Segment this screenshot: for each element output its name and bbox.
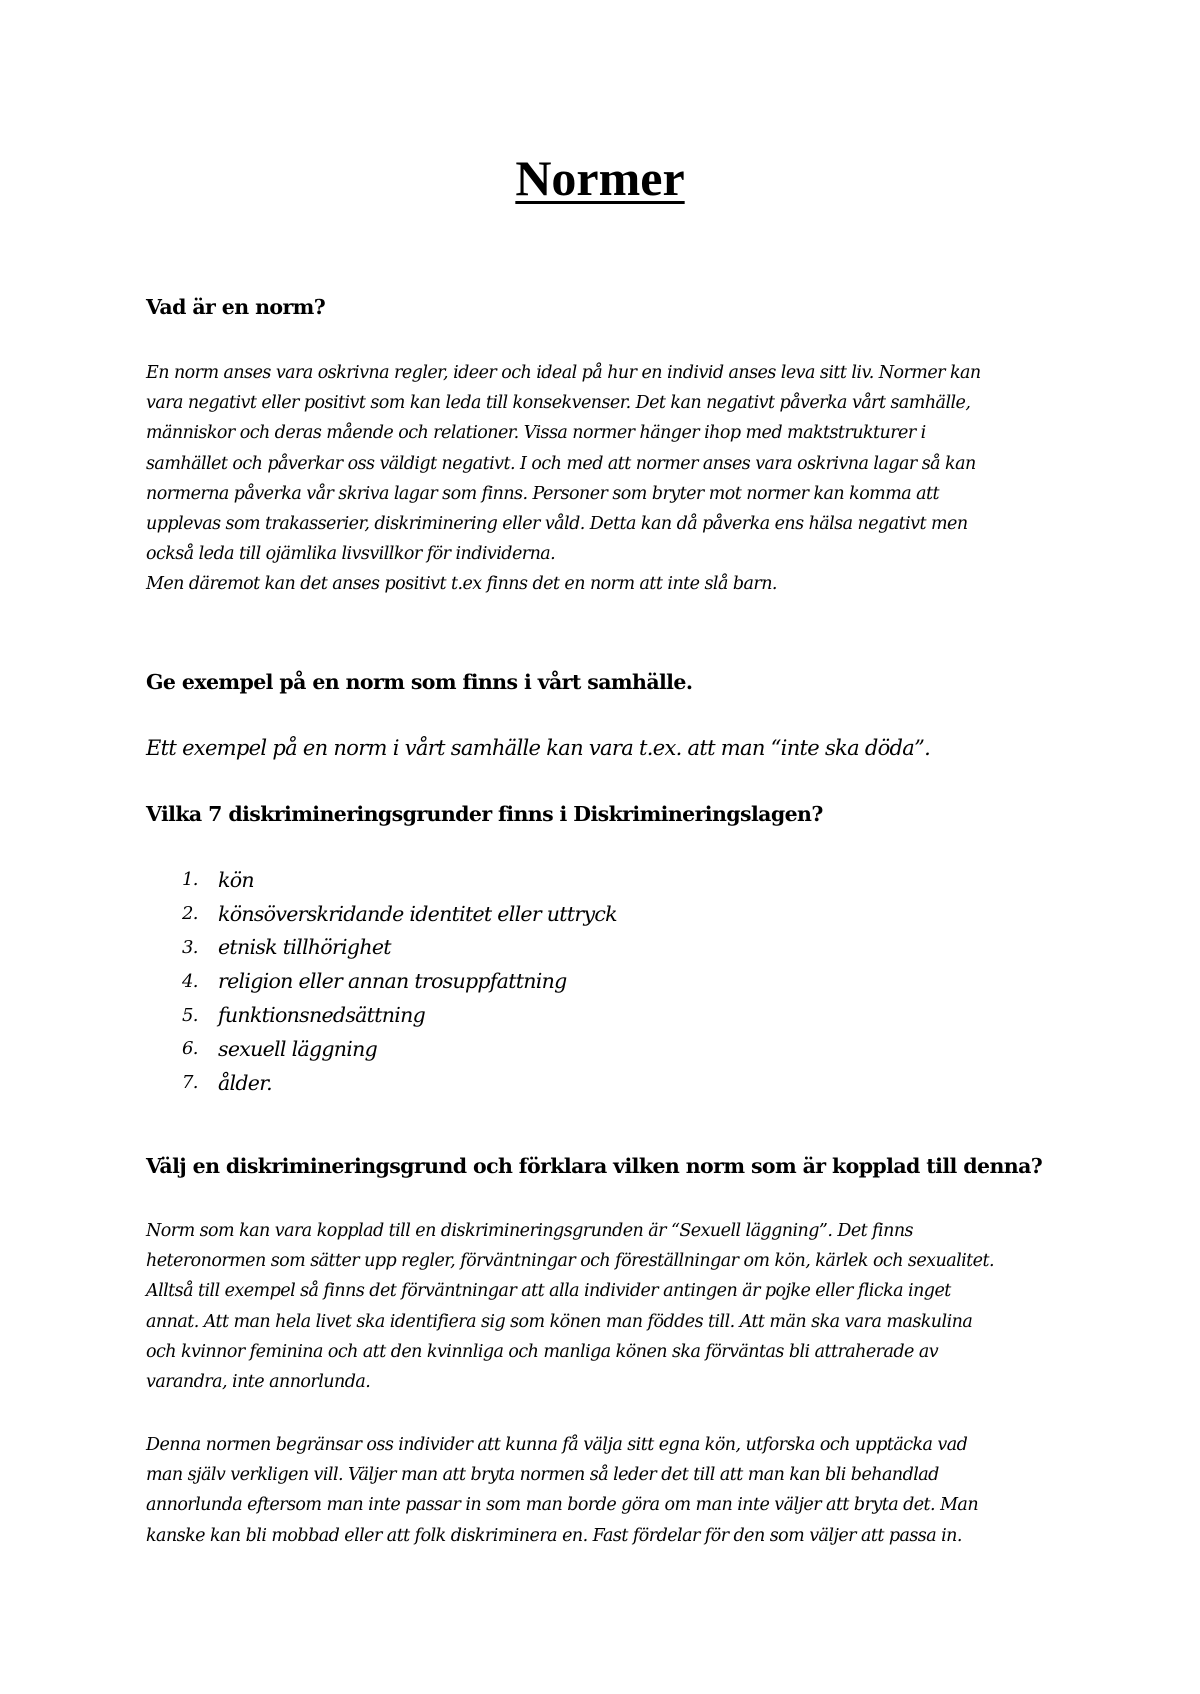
list-item-text: religion eller annan trosuppfattning bbox=[218, 969, 567, 994]
list-item-text: ålder. bbox=[218, 1070, 272, 1095]
section-paragraph-explain-norm-1 bbox=[146, 1216, 1076, 1397]
paragraph-line: Norm som kan vara kopplad till en diskrimineringsgrunden är “Sexuell läggning”. Det finns bbox=[146, 1221, 913, 1241]
paragraph-line: människor och deras mående och relationer. Vissa normer hänger ihop med maktstrukturer i bbox=[146, 423, 926, 444]
section-heading-discrimination-grounds: Vilka 7 diskrimineringsgrunder finns i Diskrimineringslagen? bbox=[146, 802, 823, 826]
paragraph-line: En norm anses vara oskrivna regler, ideer och ideal på hur en individ anses leva sitt liv. Normer kan bbox=[146, 363, 981, 383]
page-title: Normer bbox=[515, 150, 685, 206]
list-item-text: könsöverskridande identitet eller uttryck bbox=[218, 901, 617, 926]
paragraph-line: man själv verkligen vill. Väljer man att bryta normen så leder det till att man kan bli behandlad bbox=[146, 1465, 939, 1486]
list-item-text: funktionsnedsättning bbox=[218, 1003, 426, 1028]
paragraph-line: varandra, inte annorlunda. bbox=[146, 1372, 371, 1393]
section-answer-norm-example: Ett exempel på en norm i vårt samhälle kan vara t.ex. att man “inte ska döda”. bbox=[146, 736, 931, 760]
paragraph-line: Men däremot kan det anses positivt t.ex finns det en norm att inte slå barn. bbox=[146, 574, 777, 595]
paragraph-line: Denna normen begränsar oss individer att kunna få välja sitt egna kön, utforska och upptäcka vad bbox=[146, 1435, 968, 1455]
paragraph-line: heteronormen som sätter upp regler, förväntningar och föreställningar om kön, kärlek och sexualitet. bbox=[146, 1251, 994, 1272]
list-item bbox=[146, 897, 846, 931]
section-heading-what-is-norm: Vad är en norm? bbox=[146, 295, 326, 319]
paragraph-line: normerna påverka vår skriva lagar som finns. Personer som bryter mot normer kan komma att bbox=[146, 483, 940, 504]
list-item bbox=[146, 931, 846, 965]
paragraph-line: annat. Att man hela livet ska identifiera sig som könen man föddes till. Att män ska vara maskulina bbox=[146, 1311, 973, 1332]
list-item-number: 7. bbox=[182, 1072, 198, 1094]
discrimination-grounds-list bbox=[146, 863, 846, 1100]
section-heading-explain-norm: Välj en diskrimineringsgrund och förklara vilken norm som är kopplad till denna? bbox=[146, 1154, 1043, 1178]
list-item-text: kön bbox=[218, 867, 254, 892]
section-heading-norm-example: Ge exempel på en norm som finns i vårt samhälle. bbox=[146, 670, 693, 694]
list-item bbox=[146, 863, 846, 897]
paragraph-line: vara negativt eller positivt som kan leda till konsekvenser. Det kan negativt påverka vårt samhälle, bbox=[146, 393, 971, 414]
paragraph-line: och kvinnor feminina och att den kvinnliga och manliga könen ska förväntas bli attraherade av bbox=[146, 1341, 939, 1362]
list-item bbox=[146, 1032, 846, 1066]
list-item-number: 6. bbox=[182, 1038, 198, 1060]
list-item bbox=[146, 1066, 846, 1100]
list-item-number: 2. bbox=[182, 903, 198, 925]
list-item-number: 5. bbox=[182, 1004, 198, 1026]
list-item-number: 1. bbox=[182, 869, 198, 891]
paragraph-line: upplevas som trakasserier, diskriminering eller våld. Detta kan då påverka ens hälsa negativt men bbox=[146, 514, 968, 535]
list-item-number: 4. bbox=[182, 970, 198, 992]
list-item bbox=[146, 964, 846, 998]
paragraph-line: annorlunda eftersom man inte passar in som man borde göra om man inte väljer att bryta det. Man bbox=[146, 1495, 979, 1516]
list-item-number: 3. bbox=[182, 936, 198, 958]
section-paragraph-what-is-norm bbox=[146, 358, 1076, 600]
paragraph-line: också leda till ojämlika livsvillkor för individerna. bbox=[146, 544, 556, 565]
list-item-text: sexuell läggning bbox=[218, 1036, 378, 1061]
paragraph-line: kanske kan bli mobbad eller att folk diskriminera en. Fast fördelar för den som väljer att passa in. bbox=[146, 1525, 962, 1546]
section-paragraph-explain-norm-2 bbox=[146, 1430, 1076, 1551]
paragraph-line: Alltså till exempel så finns det förväntningar att alla individer antingen är pojke eller flicka inget bbox=[146, 1281, 951, 1302]
list-item-text: etnisk tillhörighet bbox=[218, 935, 391, 960]
list-item bbox=[146, 998, 846, 1032]
paragraph-line: samhället och påverkar oss väldigt negativt. I och med att normer anses vara oskrivna lagar så kan bbox=[146, 453, 976, 474]
